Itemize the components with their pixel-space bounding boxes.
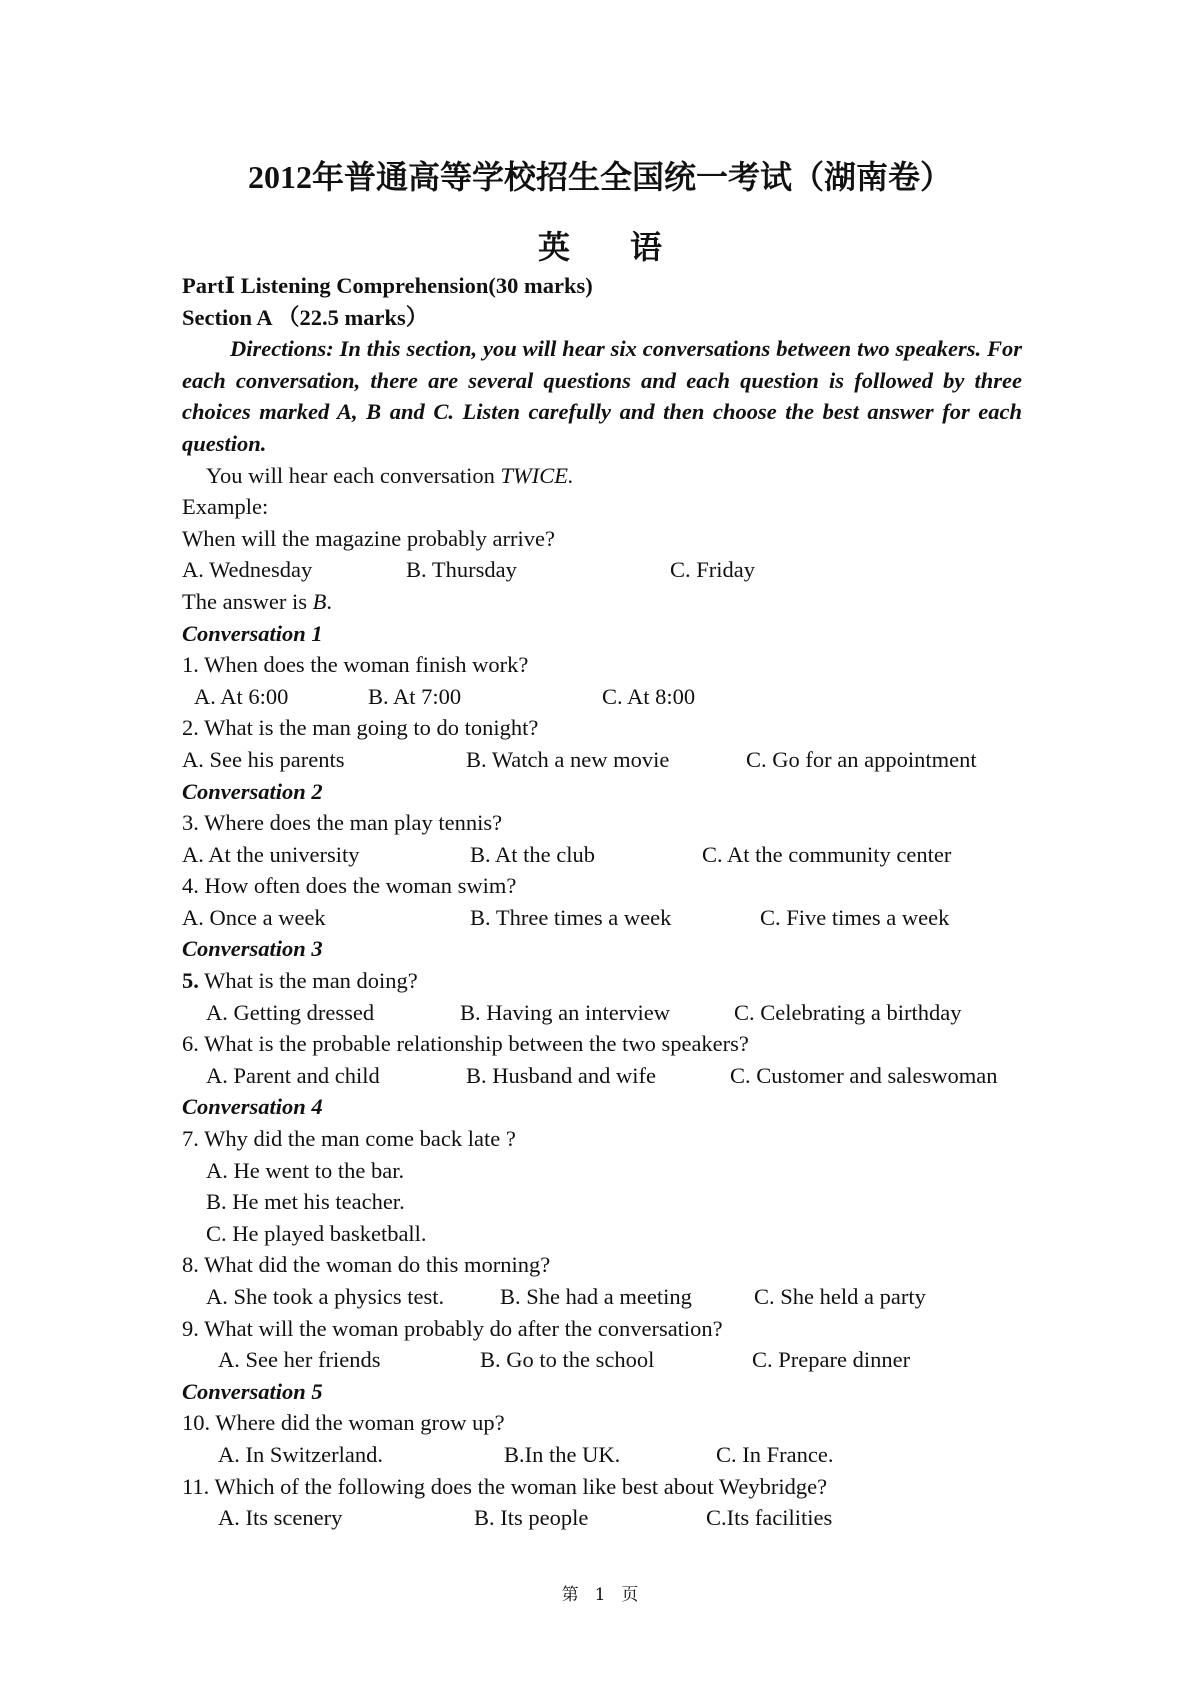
q2-option-b: B. Watch a new movie (466, 746, 670, 772)
example-answer-letter: B (312, 588, 327, 614)
question-10: 10. Where did the woman grow up? (182, 1410, 505, 1436)
example-question: When will the magazine probably arrive? (182, 525, 555, 551)
example-answer-text: The answer is (182, 588, 313, 614)
question-3-options (182, 839, 1022, 871)
part-heading: PartⅠ Listening Comprehension(30 marks) (182, 273, 593, 298)
conversation-5-label: Conversation 5 (182, 1378, 323, 1404)
question-9: 9. What will the woman probably do after the conversation? (182, 1315, 723, 1341)
question-2-options (182, 744, 1022, 776)
q8-option-c: C. She held a party (754, 1284, 926, 1309)
question-5-options (182, 997, 1022, 1029)
q7-option-c: C. He played basketball. (206, 1220, 427, 1246)
q3-option-a: A. At the university (182, 841, 360, 867)
q9-option-a: A. See her friends (218, 1347, 381, 1373)
q7-option-a: A. He went to the bar. (206, 1157, 405, 1183)
page-number: 1 (594, 1585, 606, 1605)
example-option-a: A. Wednesday (182, 557, 313, 583)
q2-option-c: C. Go for an appointment (746, 746, 977, 772)
q10-option-c: C. In France. (716, 1441, 834, 1467)
question-8-options (182, 1281, 1022, 1313)
q9-option-b: B. Go to the school (480, 1347, 655, 1373)
q6-option-a: A. Parent and child (206, 1062, 380, 1088)
question-10-options (182, 1439, 1022, 1471)
twice-note (182, 460, 1022, 492)
example-option-b: B. Thursday (406, 557, 517, 583)
conversation-1-label: Conversation 1 (182, 620, 323, 646)
question-9-options (182, 1344, 1022, 1376)
example-answer-period: . (326, 588, 332, 614)
subject-title: 英语 (537, 229, 722, 265)
page-footer (0, 1580, 1200, 1605)
q11-option-b: B. Its people (474, 1505, 589, 1531)
q6-option-c: C. Customer and saleswoman (730, 1062, 998, 1088)
question-4-options (182, 902, 1022, 934)
question-6-options (182, 1060, 1022, 1092)
question-11: 11. Which of the following does the woman like best about Weybridge? (182, 1473, 828, 1499)
q1-option-a: A. At 6:00 (194, 683, 289, 709)
q6-option-b: B. Husband and wife (466, 1062, 656, 1088)
q1-option-c: C. At 8:00 (602, 683, 696, 709)
directions-text: Directions: In this section, you will hear six conversations between two speakers. For each conversation, there are several questions and each question is followed by three choices marked A, B and C. Listen carefully and then choose the best answer for each question. (182, 336, 1022, 456)
q1-option-b: B. At 7:00 (368, 683, 462, 709)
twice-emphasis: TWICE. (500, 462, 574, 488)
q8-option-a: A. She took a physics test. (206, 1284, 445, 1309)
q7-option-b: B. He met his teacher. (206, 1189, 405, 1215)
q5-option-c: C. Celebrating a birthday (734, 999, 962, 1025)
question-5 (182, 965, 1022, 997)
section-heading: Section A （22.5 marks） (182, 304, 429, 330)
conversation-2-label: Conversation 2 (182, 778, 323, 804)
example-option-c: C. Friday (670, 557, 756, 583)
q2-option-a: A. See his parents (182, 746, 345, 772)
q3-option-b: B. At the club (470, 841, 595, 867)
q3-option-c: C. At the community center (702, 841, 952, 867)
question-7: 7. Why did the man come back late ? (182, 1126, 516, 1152)
q8-option-b: B. She had a meeting (500, 1284, 692, 1309)
question-6: 6. What is the probable relationship between the two speakers? (182, 1031, 749, 1057)
example-label: Example: (182, 494, 269, 520)
question-11-options (182, 1502, 1022, 1534)
q9-option-c: C. Prepare dinner (752, 1347, 911, 1373)
twice-note-text: You will hear each conversation (206, 462, 501, 488)
q11-option-c: C.Its facilities (706, 1505, 833, 1531)
example-answer (182, 586, 1022, 618)
q5-option-b: B. Having an interview (460, 999, 670, 1025)
listening-section (182, 270, 1022, 1534)
question-1-options (182, 681, 1022, 713)
footer-suffix: 页 (621, 1585, 639, 1605)
question-5-text: What is the man doing? (198, 968, 418, 994)
conversation-3-label: Conversation 3 (182, 936, 323, 962)
q10-option-a: A. In Switzerland. (218, 1441, 383, 1467)
q5-option-a: A. Getting dressed (206, 999, 375, 1025)
q4-option-b: B. Three times a week (470, 904, 672, 930)
footer-prefix: 第 (561, 1585, 579, 1605)
q4-option-a: A. Once a week (182, 904, 326, 930)
question-3: 3. Where does the man play tennis? (182, 810, 503, 836)
exam-title: 2012年普通高等学校招生全国统一考试（湖南卷） (247, 159, 952, 195)
question-4: 4. How often does the woman swim? (182, 873, 517, 899)
example-options (182, 554, 1022, 586)
q4-option-c: C. Five times a week (760, 904, 950, 930)
conversation-4-label: Conversation 4 (182, 1094, 323, 1120)
question-1: 1. When does the woman finish work? (182, 652, 529, 678)
question-5-number: 5. (182, 968, 199, 994)
question-2: 2. What is the man going to do tonight? (182, 715, 539, 741)
q10-option-b: B.In the UK. (504, 1441, 621, 1467)
q11-option-a: A. Its scenery (218, 1505, 343, 1531)
question-8: 8. What did the woman do this morning? (182, 1252, 551, 1278)
